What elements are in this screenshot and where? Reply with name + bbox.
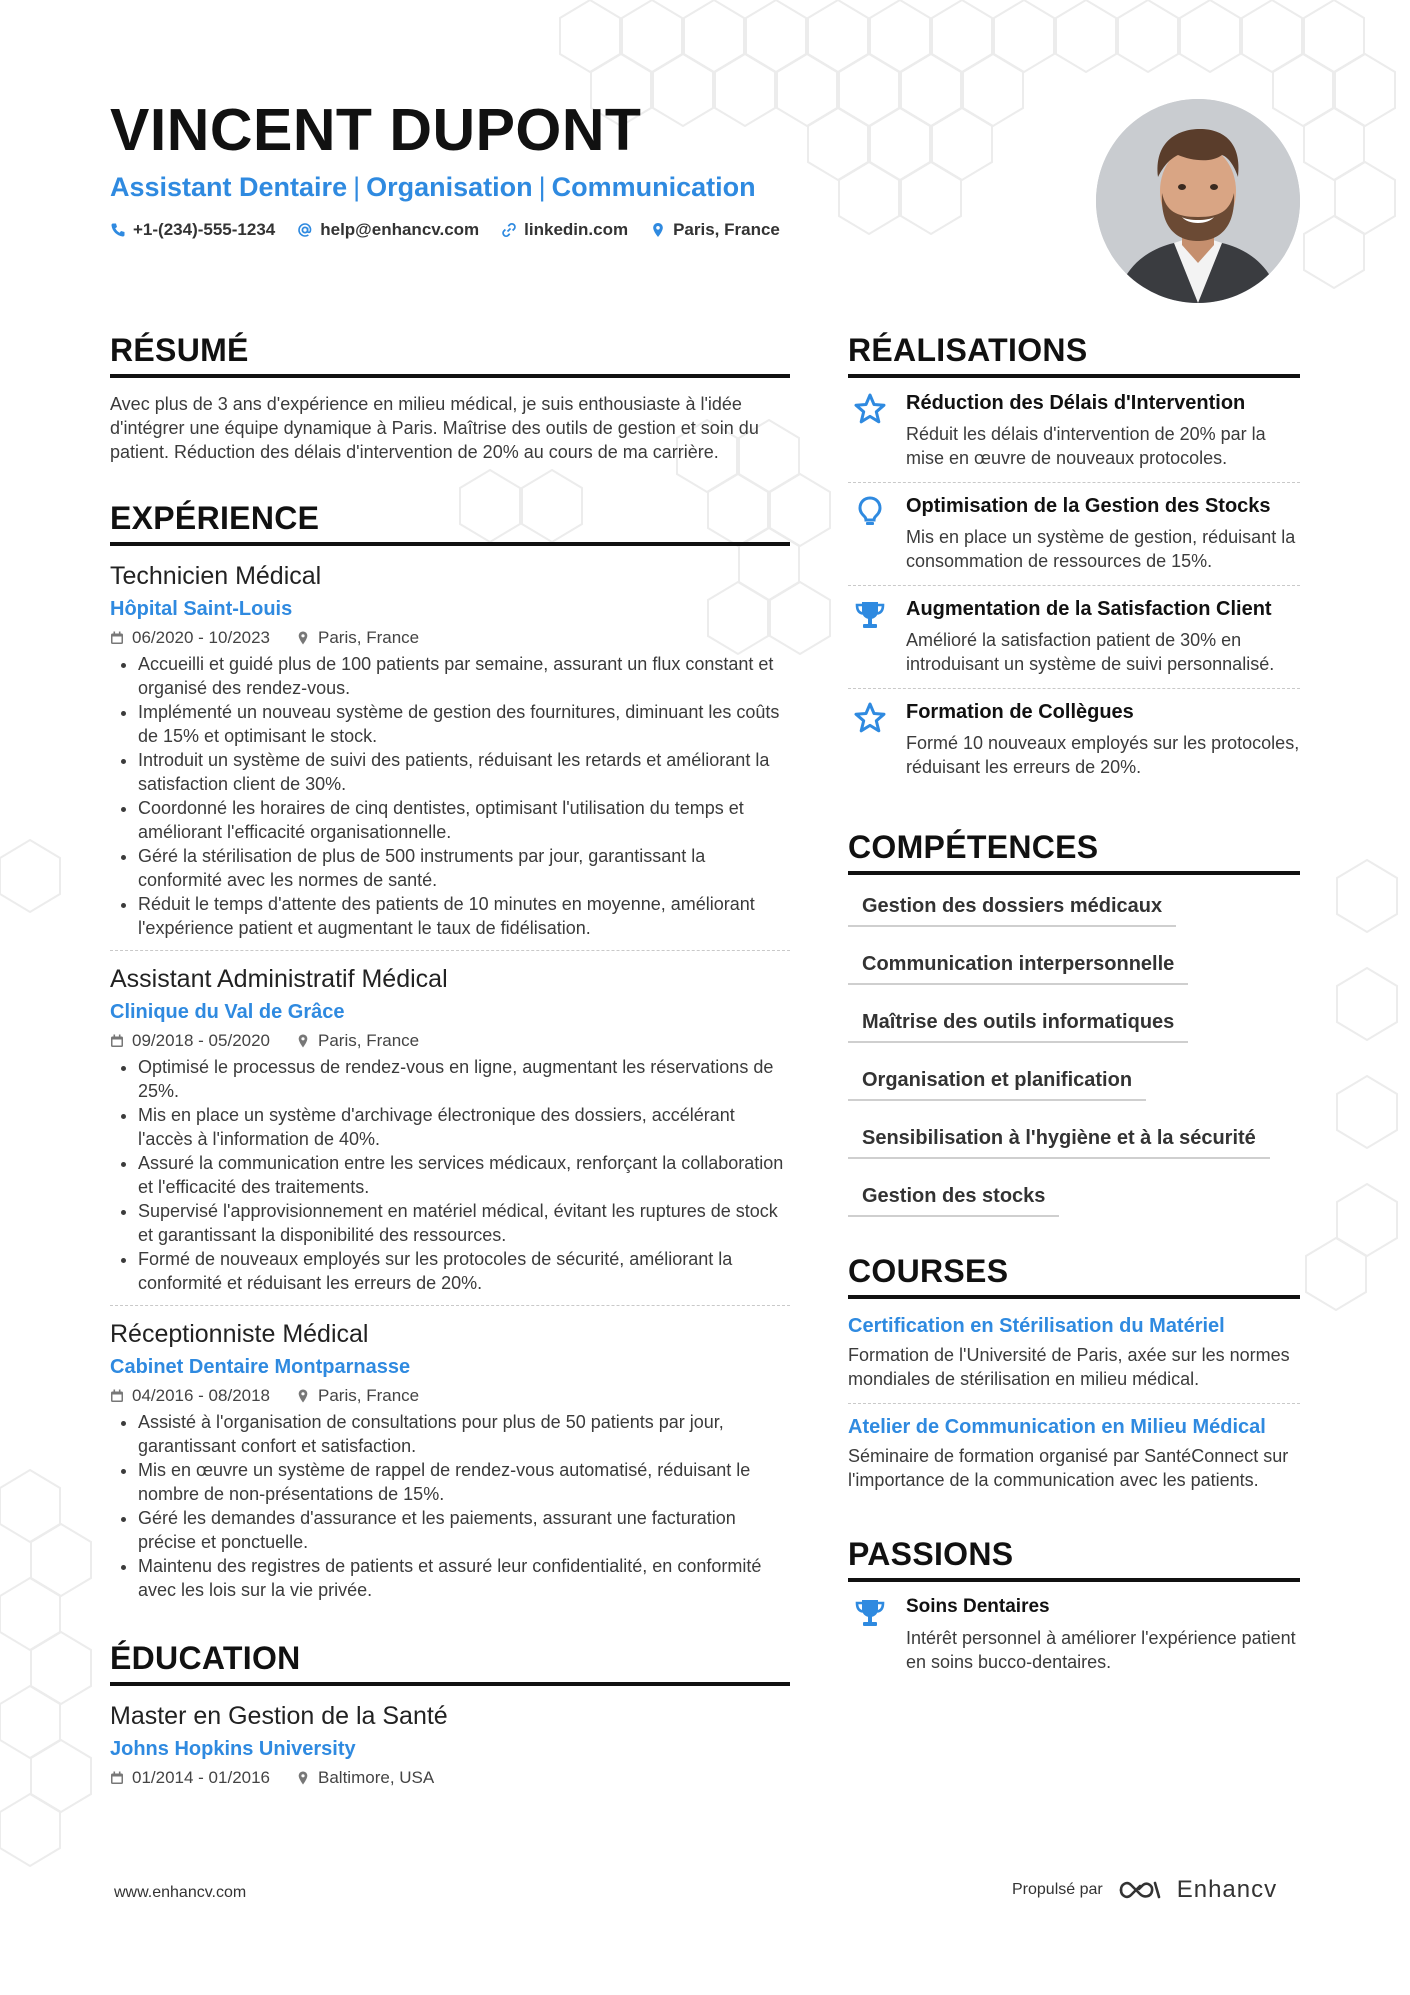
job-location (296, 1029, 419, 1053)
section-title-education: ÉDUCATION (110, 1640, 301, 1676)
headline-separator: | (538, 172, 546, 202)
trophy-icon (848, 596, 892, 676)
education-dates (110, 1766, 270, 1790)
job-meta (110, 1029, 790, 1053)
job-dates-text: 06/2020 - 10/2023 (132, 628, 271, 647)
job-bullets (110, 1410, 790, 1602)
section-title-courses: COURSES (848, 1253, 1009, 1289)
footer-branding (1012, 1876, 1277, 1904)
achievement-title: Optimisation de la Gestion des Stocks (906, 495, 1271, 517)
education-location (296, 1766, 434, 1790)
job-bullets (110, 1055, 790, 1295)
job-bullet: • Assuré la communication entre les services médicaux, renforçant la collaboration et l'efficacité des traitements. (138, 1151, 790, 1199)
right-column (848, 330, 1300, 1686)
skill-tag: Organisation et planification (848, 1067, 1146, 1101)
section-divider (848, 1578, 1300, 1582)
section-title-resume: RÉSUMÉ (110, 332, 249, 368)
at-icon (297, 222, 313, 238)
education-location-text: Baltimore, USA (318, 1768, 435, 1787)
calendar-icon (110, 1034, 124, 1048)
courses-section (848, 1251, 1300, 1504)
passion-title: Soins Dentaires (906, 1596, 1050, 1617)
section-divider (110, 1682, 790, 1686)
achievement-item (848, 586, 1300, 689)
link-icon (501, 222, 517, 238)
job-location-text: Paris, France (318, 1386, 420, 1405)
section-divider (110, 374, 790, 378)
job-bullet: • Implémenté un nouveau système de gestion des fournitures, diminuant les coûts de 15% et optimisant le stock. (138, 700, 790, 748)
resume-header (110, 96, 1010, 240)
achievement-desc: Formé 10 nouveaux employés sur les protocoles, réduisant les erreurs de 20%. (906, 733, 1300, 777)
job-bullet: • Maintenu des registres de patients et assuré leur confidentialité, en conformité avec les lois sur la vie privée. (138, 1554, 790, 1602)
job-meta (110, 1384, 790, 1408)
headline-separator: | (353, 172, 361, 202)
achievement-body (906, 699, 1300, 779)
achievement-desc: Réduit les délais d'intervention de 20% par la mise en œuvre de nouveaux protocoles. (906, 424, 1266, 468)
course-desc: Formation de l'Université de Paris, axée sur les normes mondiales de stérilisation en milieu médical. (848, 1345, 1290, 1389)
job-title: Technicien Médical (110, 562, 322, 590)
contact-email[interactable] (297, 220, 479, 240)
job-title: Réceptionniste Médical (110, 1320, 369, 1348)
location-text: Paris, France (673, 220, 780, 239)
star-icon (848, 390, 892, 470)
job-bullet: • Introduit un système de suivi des patients, réduisant les retards et améliorant la satisfaction client de 30%. (138, 748, 790, 796)
job-location-text: Paris, France (318, 628, 420, 647)
headline-part: Organisation (366, 172, 533, 202)
achievement-title: Formation de Collègues (906, 701, 1134, 723)
achievement-desc: Amélioré la satisfaction patient de 30% en introduisant un système de suivi personnalisé. (906, 630, 1275, 674)
job-bullets (110, 652, 790, 940)
section-divider (110, 542, 790, 546)
section-title-skills: COMPÉTENCES (848, 829, 1099, 865)
achievement-body (906, 493, 1300, 573)
contact-location (650, 220, 780, 240)
candidate-name: VINCENT DUPONT (110, 97, 642, 163)
skill-tag: Gestion des dossiers médicaux (848, 893, 1176, 927)
achievement-desc: Mis en place un système de gestion, réduisant la consommation de ressources de 15%. (906, 527, 1296, 571)
calendar-icon (110, 1389, 124, 1403)
job-bullet: • Mis en place un système d'archivage électronique des dossiers, accélérant l'accès à l'information de 40%. (138, 1103, 790, 1151)
trophy-icon (848, 1594, 892, 1674)
job-dates (110, 1384, 270, 1408)
job-bullet: • Formé de nouveaux employés sur les protocoles de sécurité, améliorant la conformité et réduisant les erreurs de 20%. (138, 1247, 790, 1295)
passion-desc: Intérêt personnel à améliorer l'expérience patient en soins bucco-dentaires. (906, 1628, 1296, 1672)
star-icon (848, 699, 892, 779)
skill-tag: Gestion des stocks (848, 1183, 1059, 1217)
job-company: Cabinet Dentaire Montparnasse (110, 1356, 411, 1378)
contact-info (110, 220, 1010, 240)
skills-section (848, 827, 1300, 1217)
left-column (110, 330, 790, 1790)
section-title-experience: EXPÉRIENCE (110, 500, 320, 536)
location-pin-icon (296, 631, 310, 645)
job-location (296, 1384, 419, 1408)
lightbulb-icon (848, 493, 892, 573)
job-entry (110, 950, 790, 1305)
job-entry (110, 560, 790, 950)
degree-title: Master en Gestion de la Santé (110, 1702, 448, 1730)
headline-part: Assistant Dentaire (110, 172, 348, 202)
achievement-body (906, 596, 1300, 676)
achievement-item (848, 689, 1300, 791)
brand-name: Enhancv (1176, 1876, 1278, 1903)
school-name: Johns Hopkins University (110, 1738, 356, 1760)
job-title: Assistant Administratif Médical (110, 965, 448, 993)
summary-text: Avec plus de 3 ans d'expérience en milieu médical, je suis enthousiaste à l'idée d'intégrer une équipe dynamique à Paris. Maîtrise des outils de gestion et soin du patient. Réduction des délais d'intervention de 20% au cours de ma carrière. (110, 394, 759, 462)
job-company: Clinique du Val de Grâce (110, 1001, 345, 1023)
education-meta (110, 1766, 790, 1790)
course-item (848, 1307, 1300, 1403)
location-pin-icon (296, 1389, 310, 1403)
job-dates (110, 1029, 270, 1053)
avatar-illustration (1096, 99, 1300, 303)
job-bullet: • Géré les demandes d'assurance et les paiements, assurant une facturation précise et ponctuelle. (138, 1506, 790, 1554)
skill-tag: Maîtrise des outils informatiques (848, 1009, 1188, 1043)
section-title-achievements: RÉALISATIONS (848, 332, 1088, 368)
job-bullet: • Supervisé l'approvisionnement en matériel médical, évitant les ruptures de stock et garantissant la disponibilité des ressources. (138, 1199, 790, 1247)
headline (110, 170, 1010, 204)
linkedin-link: linkedin.com (524, 220, 629, 239)
phone-number: +1-(234)-555-1234 (133, 220, 276, 239)
section-divider (848, 1295, 1300, 1299)
achievement-body (906, 390, 1300, 470)
footer-website[interactable]: www.enhancv.com (114, 1884, 247, 1901)
achievement-item (848, 380, 1300, 483)
job-location (296, 626, 419, 650)
achievement-item (848, 483, 1300, 586)
location-pin-icon (296, 1771, 310, 1785)
course-item (848, 1403, 1300, 1504)
skills-list (848, 889, 1300, 1217)
powered-by-label: Propulsé par (1012, 1881, 1103, 1898)
job-bullet: • Coordonné les horaires de cinq dentistes, optimisant l'utilisation du temps et améliorant l'efficacité organisationnelle. (138, 796, 790, 844)
job-bullet: • Géré la stérilisation de plus de 500 instruments par jour, garantissant la conformité avec les normes de santé. (138, 844, 790, 892)
job-bullet: • Accueilli et guidé plus de 100 patients par semaine, assurant un flux constant et organisé des rendez-vous. (138, 652, 790, 700)
achievements-section (848, 330, 1300, 791)
job-company: Hôpital Saint-Louis (110, 598, 293, 620)
course-title: Atelier de Communication en Milieu Médical (848, 1416, 1266, 1438)
job-dates-text: 09/2018 - 05/2020 (132, 1031, 271, 1050)
contact-linkedin[interactable] (501, 220, 628, 240)
job-dates (110, 626, 270, 650)
location-pin-icon (296, 1034, 310, 1048)
resume-section (110, 330, 790, 464)
passions-section (848, 1534, 1300, 1686)
phone-icon (110, 222, 126, 238)
course-desc: Séminaire de formation organisé par SantéConnect sur l'importance de la communication avec les patients. (848, 1446, 1289, 1490)
calendar-icon (110, 1771, 124, 1785)
achievement-title: Augmentation de la Satisfaction Client (906, 598, 1272, 620)
skill-tag: Communication interpersonnelle (848, 951, 1188, 985)
job-meta (110, 626, 790, 650)
passion-item (848, 1584, 1300, 1686)
education-section (110, 1638, 790, 1790)
course-title: Certification en Stérilisation du Matériel (848, 1315, 1225, 1337)
section-title-passions: PASSIONS (848, 1536, 1014, 1572)
experience-section (110, 498, 790, 1612)
section-divider (848, 871, 1300, 875)
job-bullet: • Assisté à l'organisation de consultations pour plus de 50 patients par jour, garantissant confort et satisfaction. (138, 1410, 790, 1458)
education-dates-text: 01/2014 - 01/2016 (132, 1768, 271, 1787)
location-pin-icon (650, 222, 666, 238)
profile-photo (1096, 99, 1300, 303)
contact-phone[interactable] (110, 220, 275, 240)
job-bullet: • Mis en œuvre un système de rappel de rendez-vous automatisé, réduisant le nombre de non-présentations de 15%. (138, 1458, 790, 1506)
job-entry (110, 1305, 790, 1612)
job-location-text: Paris, France (318, 1031, 420, 1050)
skill-tag: Sensibilisation à l'hygiène et à la sécurité (848, 1125, 1270, 1159)
email-address: help@enhancv.com (320, 220, 480, 239)
job-dates-text: 04/2016 - 08/2018 (132, 1386, 271, 1405)
passion-body (906, 1594, 1300, 1674)
section-divider (848, 374, 1300, 378)
job-bullet: • Réduit le temps d'attente des patients de 10 minutes en moyenne, améliorant l'expérience patient et augmentant le taux de fidélisation. (138, 892, 790, 940)
headline-part: Communication (551, 172, 756, 202)
enhancv-logo-icon (1117, 1877, 1163, 1903)
achievement-title: Réduction des Délais d'Intervention (906, 392, 1246, 414)
calendar-icon (110, 631, 124, 645)
job-bullet: • Optimisé le processus de rendez-vous en ligne, augmentant les réservations de 25%. (138, 1055, 790, 1103)
